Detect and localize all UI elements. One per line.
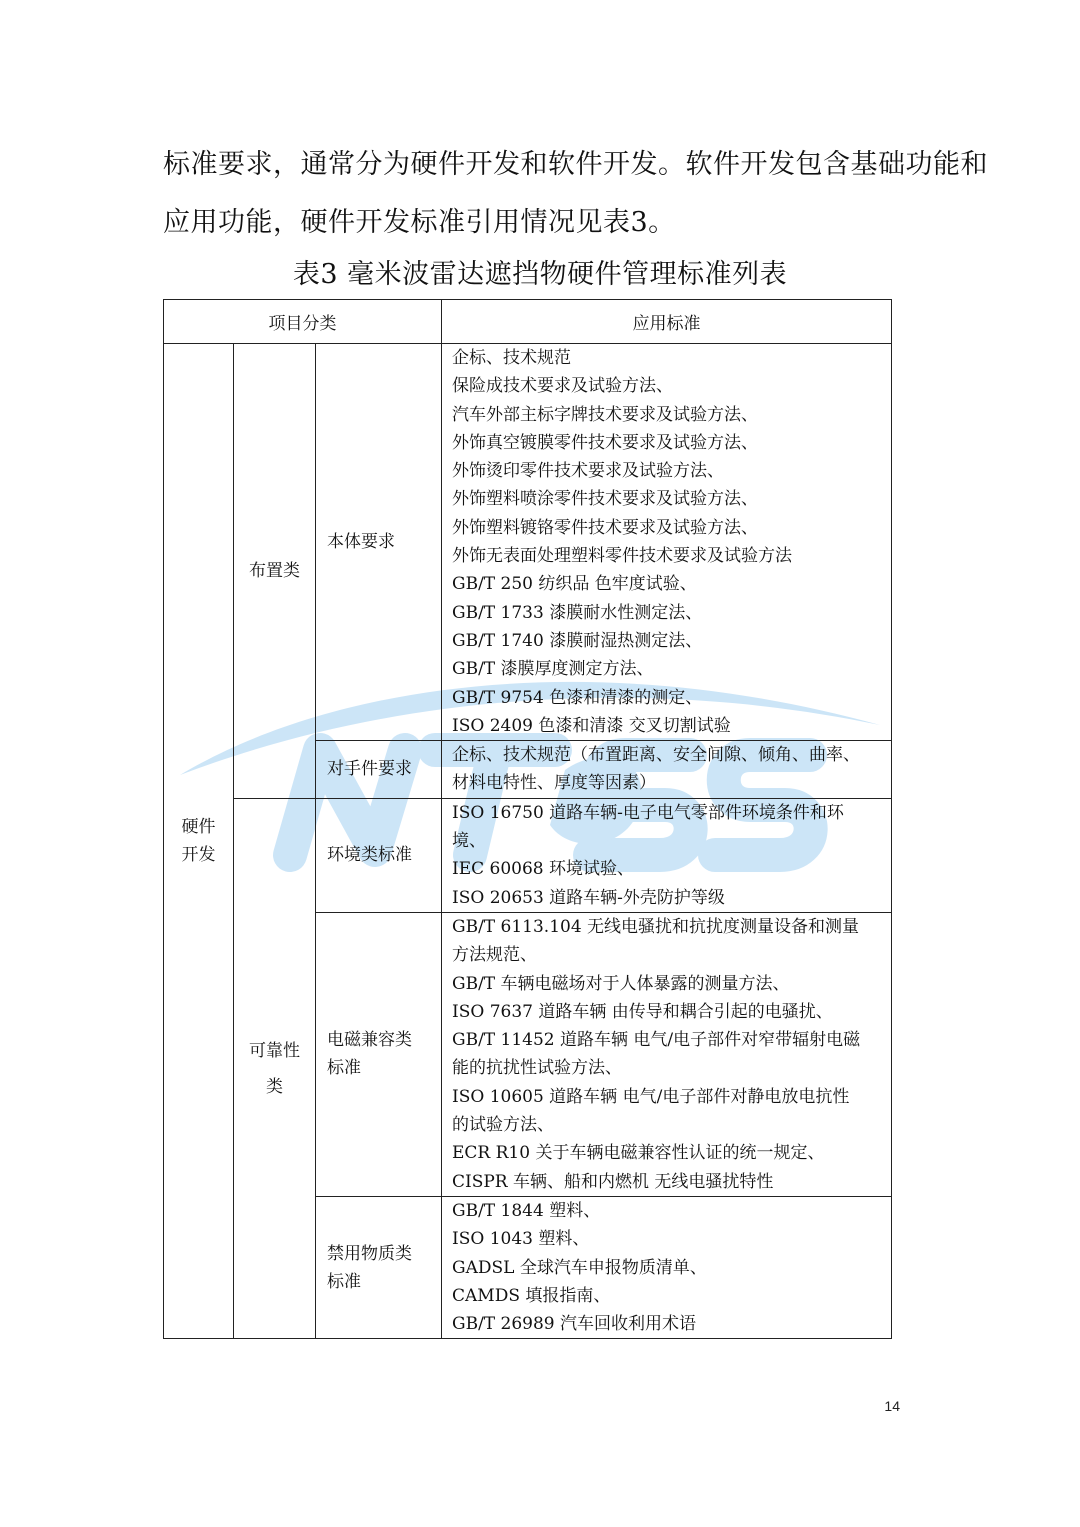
standard-entry: GB/T 1844 塑料、 [452,1200,601,1221]
item-name-line: 本体要求 [327,532,395,553]
main-category-line: 开发 [181,845,216,866]
standard-entry: 企标、技术规范 [452,348,571,368]
standard-entry: 能的抗扰性试验方法、 [452,1058,622,1079]
group-name-cell [234,798,316,1339]
standards-cell [442,912,892,1196]
standard-entry: GB/T 250 纺织品 色牢度试验、 [452,574,697,595]
item-name-cell [316,344,442,741]
standard-entry: 外饰塑料喷涂零件技术要求及试验方法、 [452,489,758,510]
item-name-line: 对手件要求 [327,759,412,780]
standard-entry: GB/T 26989 汽车回收利用术语 [452,1314,697,1335]
standard-entry: 保险成技术要求及试验方法、 [452,376,673,397]
standard-entry: ECR R10 关于车辆电磁兼容性认证的统一规定、 [452,1143,825,1164]
intro-paragraph [163,136,988,252]
intro-line: 标准要求，通常分为硬件开发和软件开发。软件开发包含基础功能和 [163,149,988,180]
standards-cell [442,798,892,912]
item-name-cell [316,798,442,912]
standards-table [163,299,892,1339]
standards-cell [442,741,892,799]
header-standards: 应用标准 [442,300,892,344]
standard-entry: ISO 20653 道路车辆-外壳防护等级 [452,887,725,908]
standard-entry: GB/T 车辆电磁场对于人体暴露的测量方法、 [452,973,790,994]
standard-entry: CAMDS 填报指南、 [452,1285,611,1306]
item-name-line: 标准 [327,1058,361,1079]
standard-entry: GB/T 漆膜厚度测定方法、 [452,659,654,680]
group-name-cell [234,344,316,799]
standard-entry: 外饰塑料镀铬零件技术要求及试验方法、 [452,517,758,538]
item-name-cell [316,1196,442,1338]
standard-entry: 外饰烫印零件技术要求及试验方法、 [452,461,724,482]
item-name-cell [316,741,442,799]
standard-entry: ISO 1043 塑料、 [452,1229,590,1250]
standards-cell [442,1196,892,1338]
standard-entry: GADSL 全球汽车申报物质清单、 [452,1257,707,1278]
item-name-line: 标准 [327,1271,361,1292]
item-name-line: 电磁兼容类 [327,1030,412,1051]
standard-entry: ISO 2409 色漆和清漆 交叉切割试验 [452,715,731,736]
standard-entry: 方法规范、 [452,945,537,966]
standard-entry: GB/T 6113.104 无线电骚扰和抗扰度测量设备和测量 [452,916,860,937]
standard-entry: GB/T 11452 道路车辆 电气/电子部件对窄带辐射电磁 [452,1030,861,1051]
table-caption: 表3 毫米波雷达遮挡物硬件管理标准列表 [292,259,788,290]
item-name-line: 禁用物质类 [327,1243,412,1264]
standard-entry: 外饰无表面处理塑料零件技术要求及试验方法 [452,546,792,567]
standard-entry: GB/T 9754 色漆和清漆的测定、 [452,687,703,708]
page-number: 14 [884,1398,900,1414]
group-name-line: 布置类 [249,560,300,581]
standard-entry: IEC 60068 环境试验、 [452,859,635,880]
intro-line: 应用功能，硬件开发标准引用情况见表3。 [163,207,676,238]
main-category-line: 硬件 [181,817,216,838]
standard-entry: ISO 10605 道路车辆 电气/电子部件对静电放电抗性 [452,1086,850,1107]
table-row [164,344,892,741]
standard-entry: 企标、技术规范（布置距离、安全间隙、倾角、曲率、 [452,745,860,766]
standard-entry: CISPR 车辆、船和内燃机 无线电骚扰特性 [452,1171,774,1192]
group-name-line: 类 [266,1076,283,1097]
standard-entry: 的试验方法、 [452,1115,554,1136]
table-header-row [164,300,892,344]
standard-entry: ISO 16750 道路车辆-电子电气零部件环境条件和环 [452,802,844,823]
item-name-cell [316,912,442,1196]
header-category: 项目分类 [164,300,442,344]
main-category-cell [164,344,234,1339]
standard-entry: 材料电特性、厚度等因素） [452,773,656,794]
group-name-line: 可靠性 [249,1040,300,1061]
item-name-line: 环境类标准 [327,845,412,866]
standard-entry: GB/T 1740 漆膜耐湿热测定法、 [452,630,703,651]
table-body [164,344,892,1339]
standard-entry: 外饰真空镀膜零件技术要求及试验方法、 [452,432,758,453]
table-row [164,798,892,912]
standard-entry: 境、 [452,831,486,852]
standard-entry: ISO 7637 道路车辆 由传导和耦合引起的电骚扰、 [452,1001,833,1022]
standard-entry: GB/T 1733 漆膜耐水性测定法、 [452,602,703,623]
standard-entry: 汽车外部主标字牌技术要求及试验方法、 [452,404,758,425]
standards-cell [442,344,892,741]
